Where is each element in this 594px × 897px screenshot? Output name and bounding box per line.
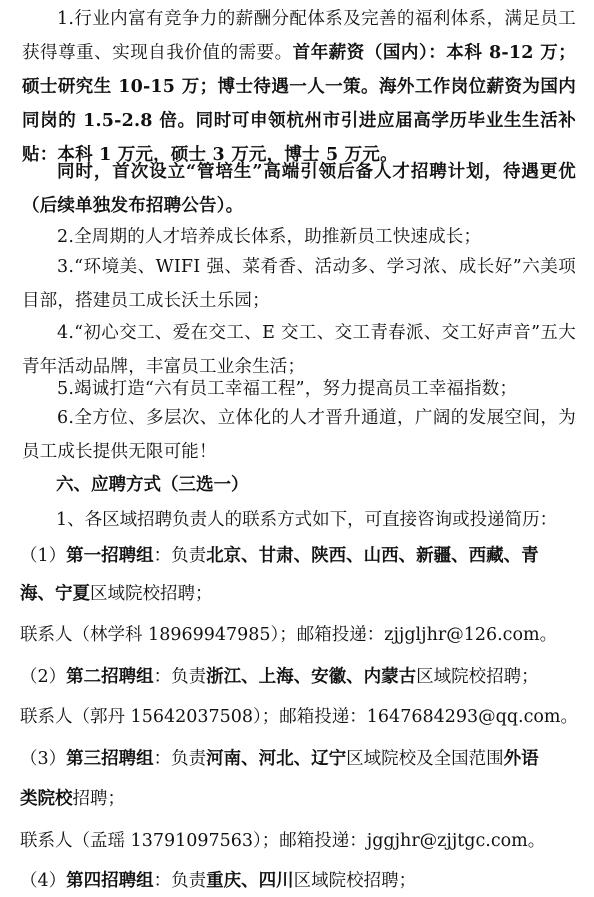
group-2-regions: 浙江、上海、安徽、内蒙古	[206, 667, 417, 687]
group-3-responsible: ：负责	[153, 749, 207, 769]
group-3-extra-cont: 类院校	[20, 789, 73, 809]
group-1-line-2	[20, 579, 580, 609]
group-4-number: （4）	[20, 871, 67, 891]
benefit-1-text: 1.行业内富有竞争力的薪酬分配体系及完善的福利体系，满足员工获得尊重、实现自我价值的需要。	[22, 9, 576, 63]
group-3-regions: 河南、河北、辽宁	[206, 749, 347, 769]
group-2-responsible: ：负责	[153, 667, 207, 687]
group-2-suffix: 区域院校招聘；	[416, 667, 539, 687]
group-2-contact: 联系人（郭丹 15642037508）；邮箱投递：1647684293@qq.com。	[20, 707, 579, 727]
benefit-paragraph-4: 4.“初心交工、爱在交工、E 交工、交工青春派、交工好声音”五大青年活动品牌，丰富员工业余生活；	[22, 323, 576, 377]
group-4-name: 第四招聘组	[66, 871, 154, 891]
group-1-responsible: ：负责	[153, 546, 207, 566]
group-1-regions-cont: 海、宁夏	[20, 584, 90, 604]
benefit-1-salary-text: 首年薪资（国内）：本科 8-12 万；硕士研究生 10-15 万；博士待遇一人一策。海外工作岗位薪资为国内同岗的 1.5-2.8 倍。同时可申领杭州市引进应届高学历毕业生生活补贴：本科 1 万元，硕士 3 万元，博士 5 万元。	[22, 43, 576, 165]
benefit-paragraph-5: 5.竭诚打造“六有员工幸福工程”，努力提高员工幸福指数；	[57, 379, 518, 399]
group-2-number: （2）	[20, 667, 67, 687]
benefit-paragraph-6: 6.全方位、多层次、立体化的人才晋升通道，广阔的发展空间，为员工成长提供无限可能！	[22, 408, 576, 462]
group-1-regions: 北京、甘肃、陕西、山西、新疆、西藏、青	[206, 546, 539, 566]
group-4-responsible: ：负责	[153, 871, 207, 891]
group-1-number: （1）	[20, 546, 67, 566]
benefit-paragraph-2: 2.全周期的人才培养成长体系，助推新员工快速成长；	[57, 227, 482, 247]
group-1-name: 第一招聘组	[66, 546, 154, 566]
group-3-name: 第三招聘组	[66, 749, 154, 769]
group-3-line-1	[20, 744, 580, 774]
group-1-line-1	[20, 541, 580, 571]
group-3-extra: 外语	[503, 749, 539, 769]
group-2-name: 第二招聘组	[66, 667, 154, 687]
benefit-paragraph-trainee: 同时，首次设立“管培生”高端引领后备人才招聘计划，待遇更优（后续单独发布招聘公告）。	[22, 162, 576, 216]
group-1-contact: 联系人（林学科 18969947985）；邮箱投递：zjjgljhr@126.com。	[20, 625, 558, 645]
section-title: 六、应聘方式（三选一）	[56, 475, 249, 495]
group-3-suffix: 招聘；	[72, 789, 125, 809]
group-1-suffix: 区域院校招聘；	[90, 584, 213, 604]
group-4-line-1	[20, 866, 580, 896]
group-3-mid: 区域院校及全国范围	[346, 749, 504, 769]
benefit-paragraph-3: 3.“环境美、WIFI 强、菜肴香、活动多、学习浓、成长好”六美项目部，搭建员工成长沃土乐园；	[22, 257, 576, 311]
benefit-paragraph-1	[22, 2, 576, 172]
group-4-regions: 重庆、四川	[206, 871, 294, 891]
group-3-number: （3）	[20, 749, 67, 769]
group-4-suffix: 区域院校招聘；	[293, 871, 417, 891]
section-intro: 1、各区域招聘负责人的联系方式如下，可直接咨询或投递简历：	[56, 510, 558, 530]
group-3-line-2	[20, 784, 580, 814]
group-2-line-1	[20, 662, 580, 692]
group-3-contact: 联系人（孟瑶 13791097563）；邮箱投递：jggjhr@zjjtgc.com。	[20, 831, 546, 851]
